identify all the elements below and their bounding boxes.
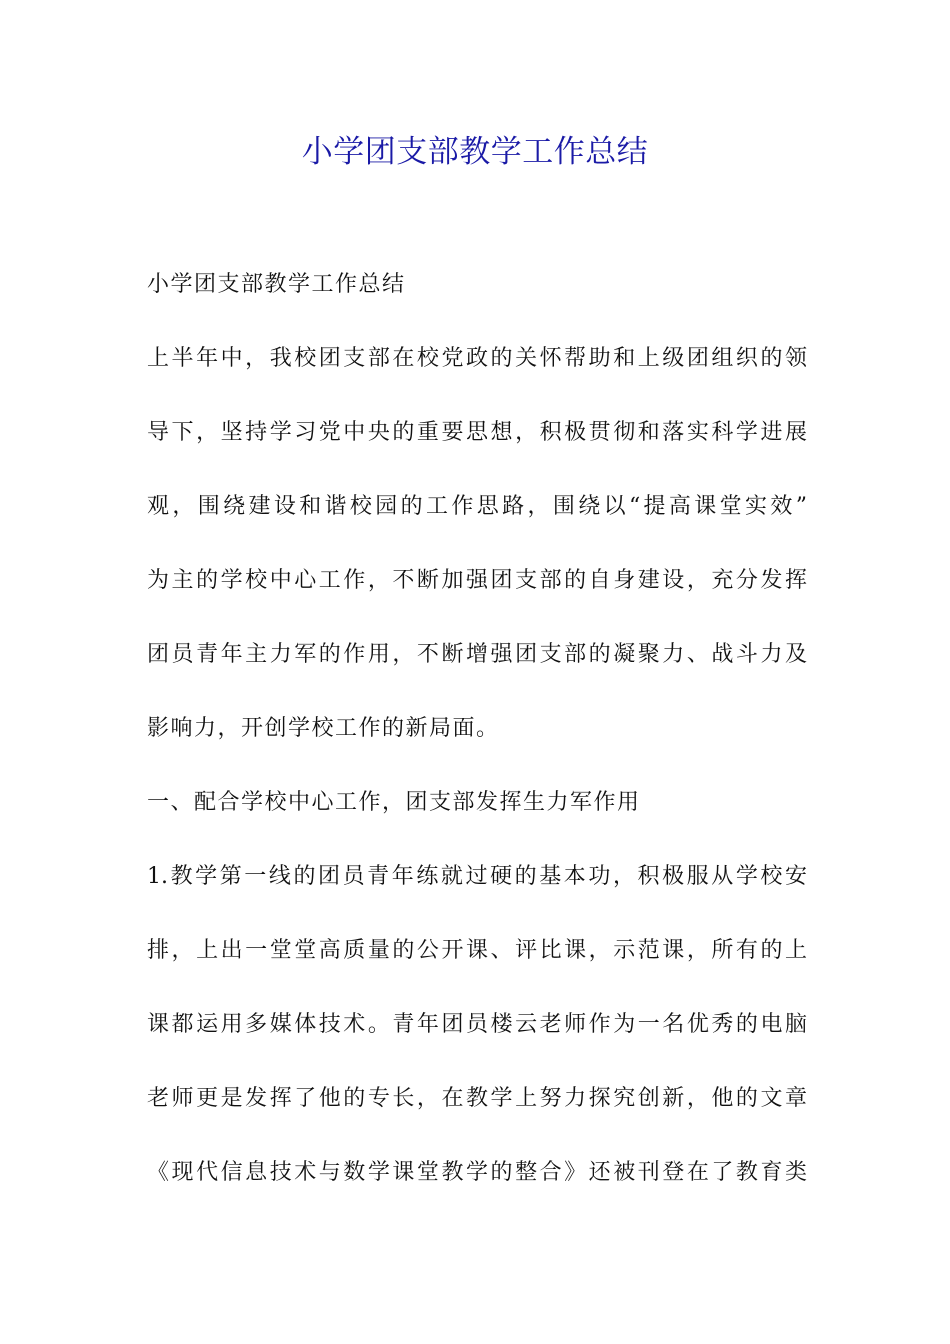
- text-line: 上半年中，我校团支部在校党政的关怀帮助和上级团组织的领: [147, 346, 807, 371]
- text-line: 课都运用多媒体技术。青年团员楼云老师作为一名优秀的电脑: [147, 1012, 807, 1037]
- text-line: 老师更是发挥了他的专长，在教学上努力探究创新，他的文章: [147, 1086, 807, 1111]
- text-line: 1.教学第一线的团员青年练就过硬的基本功，积极服从学校安: [147, 864, 807, 889]
- text-line: 团员青年主力军的作用，不断增强团支部的凝聚力、战斗力及: [147, 642, 807, 667]
- text-line: 观，围绕建设和谐校园的工作思路，围绕以“提高课堂实效”: [147, 494, 807, 519]
- text-line: 排，上出一堂堂高质量的公开课、评比课，示范课，所有的上: [147, 938, 807, 963]
- text-line: 《现代信息技术与数学课堂教学的整合》还被刊登在了教育类: [147, 1160, 807, 1185]
- text-line: 影响力，开创学校工作的新局面。: [147, 716, 500, 741]
- text-line: 一、配合学校中心工作，团支部发挥生力军作用: [147, 790, 641, 815]
- text-line: 导下，坚持学习党中央的重要思想，积极贯彻和落实科学进展: [147, 420, 807, 445]
- document-body: [147, 262, 807, 1224]
- document-title: 小学团支部教学工作总结: [301, 134, 649, 170]
- text-line: 小学团支部教学工作总结: [147, 272, 406, 297]
- text-line: 为主的学校中心工作，不断加强团支部的自身建设，充分发挥: [147, 568, 807, 593]
